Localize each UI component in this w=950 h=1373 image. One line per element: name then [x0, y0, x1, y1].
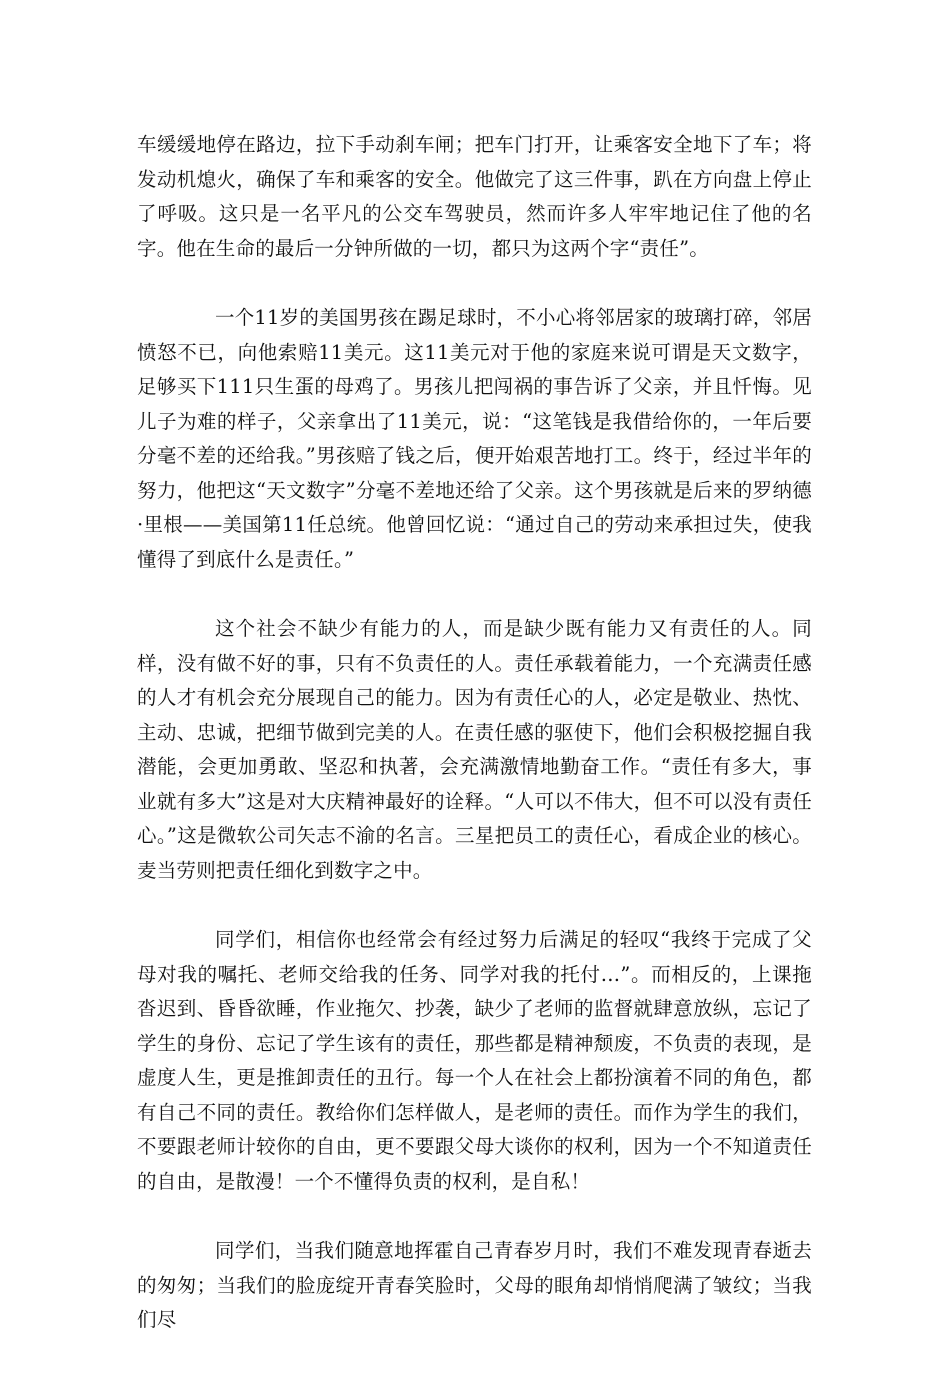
- paragraph-society-responsibility: 这个社会不缺少有能力的人，而是缺少既有能力又有责任的人。同样，没有做不好的事，只有不负责任的人。责任承载着能力，一个充满责任感的人才有机会充分展现自己的能力。因为有责任心的人，必定是敬业、热忱、主动、忠诚，把细节做到完美的人。在责任感的驱使下，他们会积极挖掘自我潜能，会更加勇敢、坚忍和执著，会充满激情地勤奋工作。“责任有多大，事业就有多大”这是对大庆精神最好的诠释。“人可以不伟大，但不可以没有责任心。”这是微软公司矢志不渝的名言。三星把员工的责任心，看成企业的核心。麦当劳则把责任细化到数字之中。: [137, 617, 812, 882]
- paragraph-reagan-story: 一个11岁的美国男孩在踢足球时，不小心将邻居家的玻璃打碎，邻居愤怒不已，向他索赔11美元。这11美元对于他的家庭来说可谓是天文数字，足够买下111只生蛋的母鸡了。男孩儿把闯祸的事告诉了父亲，并且忏悔。见儿子为难的样子，父亲拿出了11美元，说：“这笔钱是我借给你的，一年后要分毫不差的还给我。”男孩赔了钱之后，便开始艰苦地打工。终于，经过半年的努力，他把这“天文数字”分毫不差地还给了父亲。这个男孩就是后来的罗纳德·里根——美国第11任总统。他曾回忆说：“通过自己的劳动来承担过失，使我懂得了到底什么是责任。”: [137, 306, 812, 571]
- paragraph-bus-driver: 车缓缓地停在路边，拉下手动刹车闸；把车门打开，让乘客安全地下了车；将发动机熄火，确保了车和乘客的安全。他做完了这三件事，趴在方向盘上停止了呼吸。这只是一名平凡的公交车驾驶员，然而许多人牢牢地记住了他的名字。他在生命的最后一分钟所做的一切，都只为这两个字“责任”。: [137, 133, 812, 260]
- document-page: [137, 128, 812, 1373]
- paragraph-youth: 同学们，当我们随意地挥霍自己青春岁月时，我们不难发现青春逝去的匆匆；当我们的脸庞绽开青春笑脸时，父母的眼角却悄悄爬满了皱纹；当我们尽: [137, 1239, 812, 1331]
- paragraph-students-duty: 同学们，相信你也经常会有经过努力后满足的轻叹“我终于完成了父母对我的嘱托、老师交给我的任务、同学对我的托付…”。而相反的，上课拖沓迟到、昏昏欲睡，作业拖欠、抄袭，缺少了老师的监督就肆意放纵，忘记了学生的身份、忘记了学生该有的责任，那些都是精神颓废，不负责的表现，是虚度人生，更是推卸责任的丑行。每一个人在社会上都扮演着不同的角色，都有自己不同的责任。教给你们怎样做人，是老师的责任。而作为学生的我们，不要跟老师计较你的自由，更不要跟父母大谈你的权利，因为一个不知道责任的自由，是散漫！一个不懂得负责的权利，是自私！: [137, 928, 812, 1193]
